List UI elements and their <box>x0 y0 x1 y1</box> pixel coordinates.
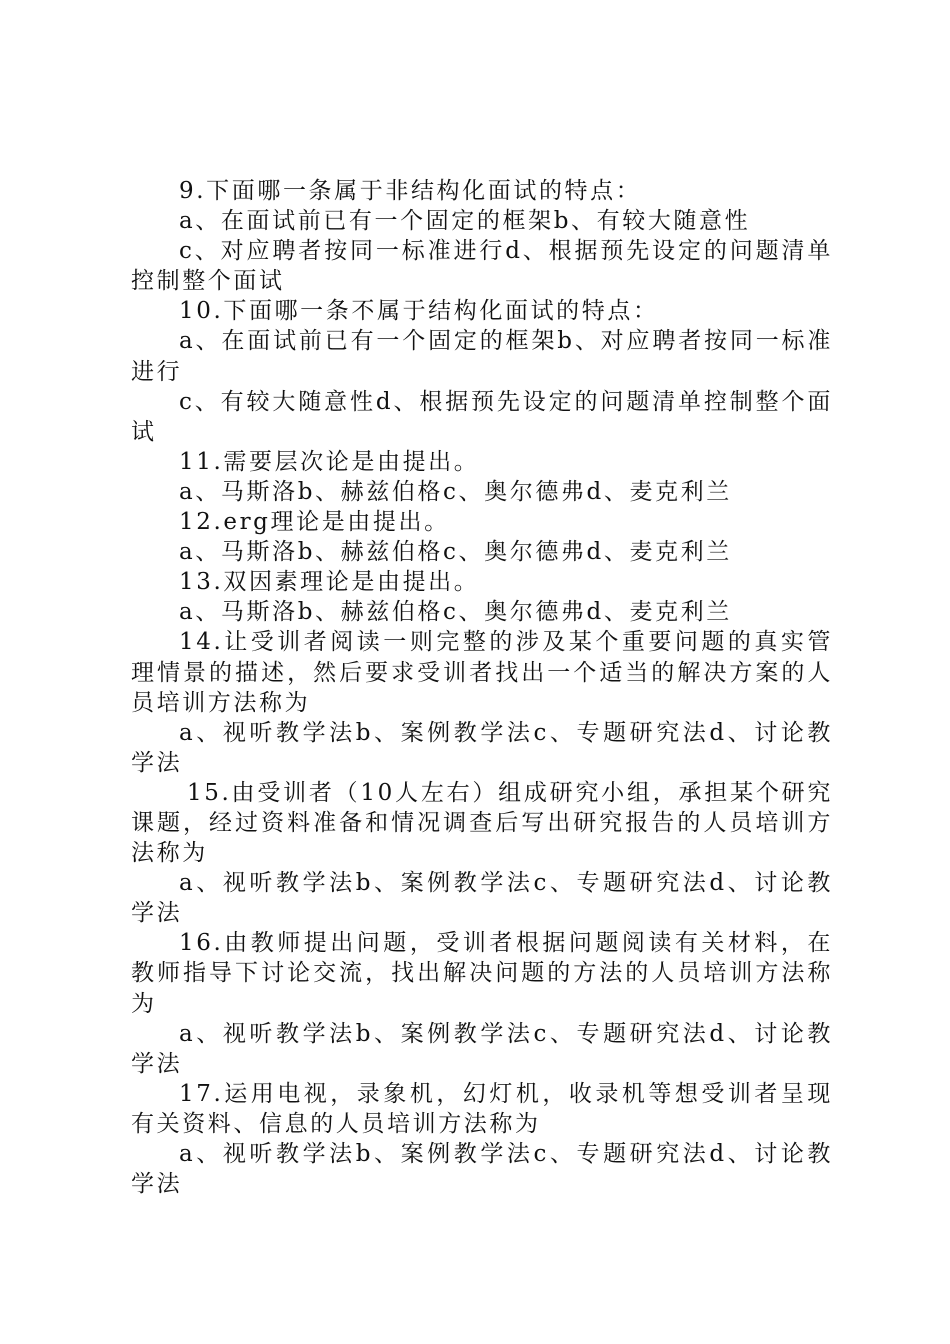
question-14-options: a、视听教学法b、案例教学法c、专题研究法d、讨论教学法 <box>131 719 833 776</box>
question-14: 14.让受训者阅读一则完整的涉及某个重要问题的真实管理情景的描述，然后要求受训者找出一个适当的解决方案的人员培训方法称为 <box>131 629 833 716</box>
question-10-options-line-1: a、在面试前已有一个固定的框架b、对应聘者按同一标准进行 <box>131 328 833 385</box>
document-body <box>131 176 833 1199</box>
question-13-options: a、马斯洛b、赫兹伯格c、奥尔德弗d、麦克利兰 <box>179 599 732 626</box>
question-16-options: a、视听教学法b、案例教学法c、专题研究法d、讨论教学法 <box>131 1020 833 1077</box>
question-9-options-line-1: a、在面试前已有一个固定的框架b、有较大随意性 <box>179 208 751 235</box>
question-9-options-line-2: c、对应聘者按同一标准进行d、根据预先设定的问题清单控制整个面试 <box>131 238 833 295</box>
question-17-options: a、视听教学法b、案例教学法c、专题研究法d、讨论教学法 <box>131 1141 833 1198</box>
question-15-options: a、视听教学法b、案例教学法c、专题研究法d、讨论教学法 <box>131 870 833 927</box>
question-11: 11.需要层次论是由提出。 <box>179 448 480 475</box>
question-12: 12.erg理论是由提出。 <box>179 509 450 536</box>
question-13: 13.双因素理论是由提出。 <box>179 569 480 596</box>
question-10: 10.下面哪一条不属于结构化面试的特点： <box>179 298 659 325</box>
question-11-options: a、马斯洛b、赫兹伯格c、奥尔德弗d、麦克利兰 <box>179 478 732 505</box>
question-16: 16.由教师提出问题，受训者根据问题阅读有关材料，在教师指导下讨论交流，找出解决问题的方法的人员培训方法称为 <box>131 930 833 1017</box>
question-10-options-line-2: c、有较大随意性d、根据预先设定的问题清单控制整个面试 <box>131 388 833 445</box>
question-15: 15.由受训者（10人左右）组成研究小组，承担某个研究课题，经过资料准备和情况调查后写出研究报告的人员培训方法称为 <box>131 779 833 867</box>
question-12-options: a、马斯洛b、赫兹伯格c、奥尔德弗d、麦克利兰 <box>179 539 732 566</box>
question-9: 9.下面哪一条属于非结构化面试的特点： <box>179 178 642 204</box>
question-17: 17.运用电视，录象机，幻灯机，收录机等想受训者呈现有关资料、信息的人员培训方法称为 <box>131 1080 833 1137</box>
